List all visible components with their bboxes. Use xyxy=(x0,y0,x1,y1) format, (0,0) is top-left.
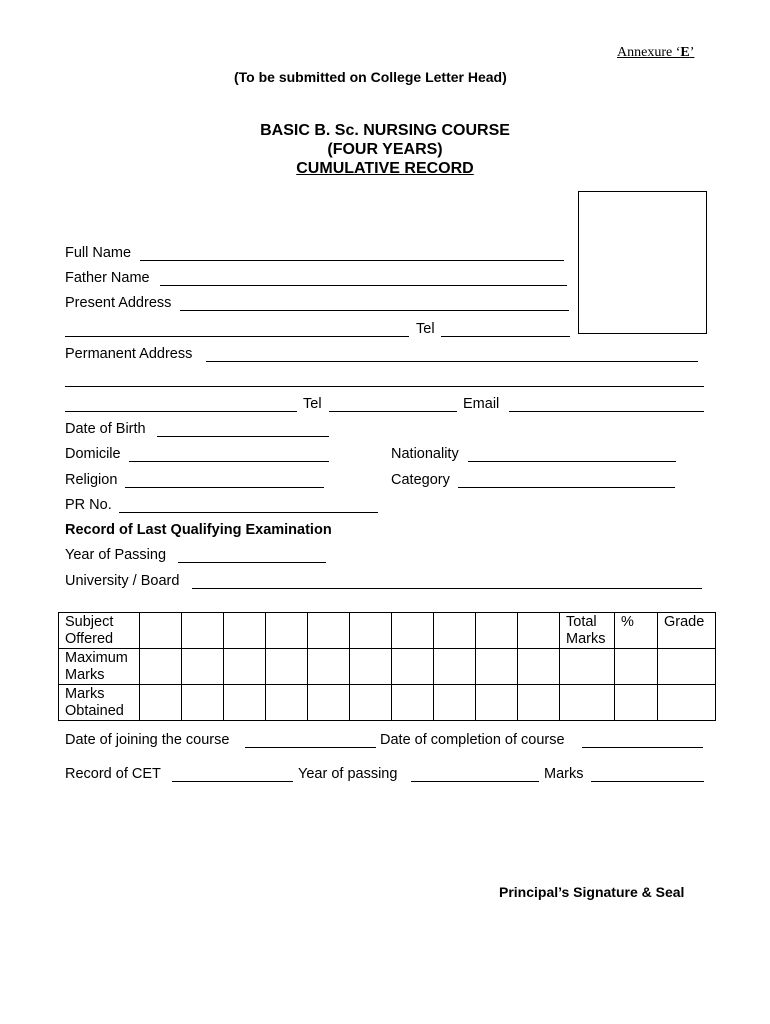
religion-label: Religion xyxy=(65,472,118,488)
table-cell[interactable] xyxy=(658,649,716,685)
tel-line-1[interactable] xyxy=(441,336,570,337)
table-cell[interactable] xyxy=(476,613,518,649)
date-completion-line[interactable] xyxy=(582,747,703,748)
tel-label-2: Tel xyxy=(303,396,322,412)
table-cell[interactable] xyxy=(266,649,308,685)
table-cell[interactable] xyxy=(350,649,392,685)
annexure-letter: E xyxy=(680,45,690,60)
table-cell[interactable] xyxy=(476,685,518,721)
table-cell[interactable] xyxy=(308,685,350,721)
present-address-line[interactable] xyxy=(180,310,569,311)
submission-note: (To be submitted on College Letter Head) xyxy=(234,69,507,85)
pr-no-label: PR No. xyxy=(65,497,112,513)
table-cell[interactable] xyxy=(266,685,308,721)
religion-line[interactable] xyxy=(125,487,324,488)
table-cell[interactable] xyxy=(308,649,350,685)
exam-section-heading: Record of Last Qualifying Examination xyxy=(65,522,332,538)
dob-line[interactable] xyxy=(157,436,329,437)
percent-header: % xyxy=(615,613,658,649)
full-name-line[interactable] xyxy=(140,260,564,261)
title-line-3: CUMULATIVE RECORD xyxy=(296,160,474,177)
permanent-address-line[interactable] xyxy=(206,361,698,362)
total-line-2: Marks xyxy=(566,631,606,647)
page-title xyxy=(185,121,585,178)
row-label-line-1: Maximum xyxy=(65,650,128,666)
category-line[interactable] xyxy=(458,487,675,488)
table-cell[interactable] xyxy=(182,613,224,649)
marks-table xyxy=(58,612,716,721)
tel-label-1: Tel xyxy=(416,321,435,337)
table-cell[interactable] xyxy=(266,613,308,649)
university-label: University / Board xyxy=(65,573,180,589)
year-of-passing-line[interactable] xyxy=(178,562,326,563)
row-label-line-2: Marks xyxy=(65,667,105,683)
grade-header: Grade xyxy=(658,613,716,649)
table-cell[interactable] xyxy=(350,613,392,649)
year-passing-line[interactable] xyxy=(411,781,539,782)
table-cell[interactable] xyxy=(615,649,658,685)
row-label-obtained xyxy=(59,685,140,721)
row-label-line-1: Subject xyxy=(65,614,114,630)
row-label-line-2: Obtained xyxy=(65,703,124,719)
table-cell[interactable] xyxy=(350,685,392,721)
table-cell[interactable] xyxy=(140,613,182,649)
table-cell[interactable] xyxy=(224,613,266,649)
permanent-address-line-3[interactable] xyxy=(65,411,297,412)
table-cell[interactable] xyxy=(560,649,615,685)
total-marks-header xyxy=(560,613,615,649)
table-cell[interactable] xyxy=(224,685,266,721)
permanent-address-line-2[interactable] xyxy=(65,386,704,387)
nationality-line[interactable] xyxy=(468,461,676,462)
email-label: Email xyxy=(463,396,500,412)
cet-marks-label: Marks xyxy=(544,766,584,782)
dob-label: Date of Birth xyxy=(65,421,146,437)
table-cell[interactable] xyxy=(518,685,560,721)
photo-box xyxy=(578,191,707,334)
tel-line-2[interactable] xyxy=(329,411,457,412)
year-passing-label: Year of passing xyxy=(298,766,398,782)
table-cell[interactable] xyxy=(224,649,266,685)
father-name-label: Father Name xyxy=(65,270,150,286)
row-label-subject xyxy=(59,613,140,649)
title-line-2: (FOUR YEARS) xyxy=(327,141,443,158)
table-cell[interactable] xyxy=(560,685,615,721)
year-of-passing-label: Year of Passing xyxy=(65,547,167,563)
table-cell[interactable] xyxy=(518,613,560,649)
table-cell[interactable] xyxy=(308,613,350,649)
domicile-line[interactable] xyxy=(129,461,329,462)
table-row xyxy=(59,685,716,721)
annexure-suffix: ’ xyxy=(689,45,695,60)
table-cell[interactable] xyxy=(182,649,224,685)
cet-label: Record of CET xyxy=(65,766,161,782)
annexure-label xyxy=(617,45,694,61)
principal-signature-label: Principal’s Signature & Seal xyxy=(499,884,685,900)
row-label-line-2: Offered xyxy=(65,631,114,647)
date-completion-label: Date of completion of course xyxy=(380,732,565,748)
table-cell[interactable] xyxy=(658,685,716,721)
full-name-label: Full Name xyxy=(65,245,132,261)
present-address-line-2[interactable] xyxy=(65,336,409,337)
table-cell[interactable] xyxy=(434,613,476,649)
title-line-1: BASIC B. Sc. NURSING COURSE xyxy=(260,122,510,139)
table-cell[interactable] xyxy=(392,613,434,649)
table-cell[interactable] xyxy=(476,649,518,685)
cet-marks-line[interactable] xyxy=(591,781,704,782)
date-joining-line[interactable] xyxy=(245,747,376,748)
father-name-line[interactable] xyxy=(160,285,567,286)
table-cell[interactable] xyxy=(615,685,658,721)
table-row xyxy=(59,613,716,649)
present-address-label: Present Address xyxy=(65,295,172,311)
nationality-label: Nationality xyxy=(391,446,459,462)
annexure-prefix: Annexure ‘ xyxy=(617,45,681,60)
table-cell[interactable] xyxy=(392,649,434,685)
category-label: Category xyxy=(391,472,450,488)
table-cell[interactable] xyxy=(140,649,182,685)
cet-line[interactable] xyxy=(172,781,293,782)
permanent-address-label: Permanent Address xyxy=(65,346,193,362)
table-cell[interactable] xyxy=(392,685,434,721)
table-row xyxy=(59,649,716,685)
email-line[interactable] xyxy=(509,411,704,412)
total-line-1: Total xyxy=(566,614,597,630)
table-cell[interactable] xyxy=(434,649,476,685)
domicile-label: Domicile xyxy=(65,446,121,462)
table-cell[interactable] xyxy=(518,649,560,685)
table-cell[interactable] xyxy=(182,685,224,721)
pr-no-line[interactable] xyxy=(119,512,378,513)
row-label-maximum xyxy=(59,649,140,685)
table-cell[interactable] xyxy=(434,685,476,721)
date-joining-label: Date of joining the course xyxy=(65,732,230,748)
table-cell[interactable] xyxy=(140,685,182,721)
row-label-line-1: Marks xyxy=(65,686,105,702)
university-line[interactable] xyxy=(192,588,702,589)
